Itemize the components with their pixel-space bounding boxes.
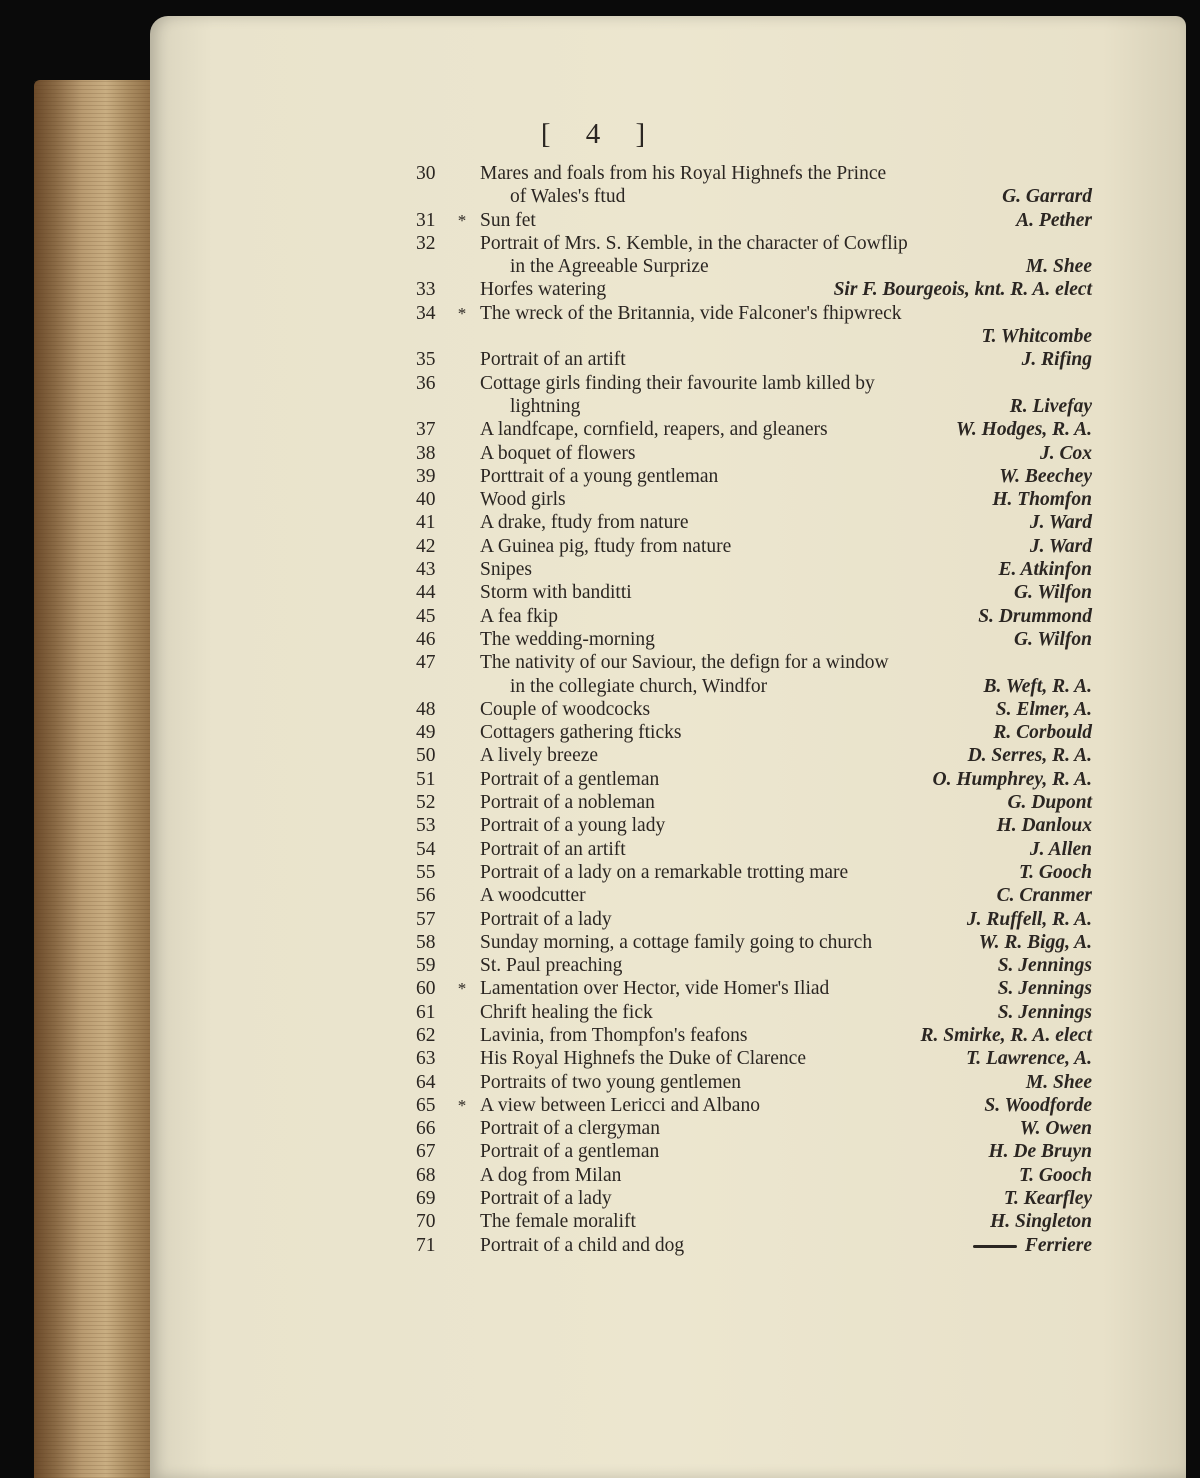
page-number: [ 4 ]: [540, 118, 660, 150]
entry-number: 32: [416, 232, 436, 254]
entry-number: 63: [416, 1048, 436, 1070]
entry-title: Portrait of Mrs. S. Kemble, in the character of Cowflip: [480, 232, 908, 254]
entry-number: 35: [416, 349, 436, 371]
artist-name: G. Wilfon: [1013, 628, 1092, 650]
entry-title: Chrift healing the fick: [480, 1001, 653, 1023]
entry-artist: [1002, 185, 1092, 208]
entry-artist: [1026, 1071, 1092, 1094]
entry-number: 33: [416, 279, 436, 301]
artist-name: D. Serres, R. A.: [967, 745, 1092, 767]
entry-artist: [968, 744, 1092, 767]
entry-artist: [1004, 1187, 1092, 1210]
entry-line: [400, 628, 1100, 651]
entry-title: A Guinea pig, ftudy from nature: [480, 535, 732, 557]
entry-continuation-line: [400, 325, 1100, 348]
entry-title: St. Paul preaching: [480, 955, 623, 977]
entry-artist: [1022, 348, 1092, 371]
entry-number: 41: [416, 512, 436, 534]
entry-title: Sunday morning, a cottage family going to church: [480, 931, 873, 953]
entry-title: Cottagers gathering fticks: [480, 722, 682, 744]
artist-name: E. Atkinfon: [998, 559, 1092, 581]
entry-number: 36: [416, 372, 436, 394]
artist-name: R. Corbould: [993, 722, 1092, 744]
entry-artist: [966, 1047, 1092, 1070]
entry-line: [400, 1210, 1100, 1233]
entry-line: [400, 232, 1100, 255]
entry-number: 40: [416, 489, 436, 511]
entry-continuation-line: [400, 675, 1100, 698]
artist-name: W. Owen: [1019, 1118, 1092, 1140]
entry-number: 64: [416, 1071, 436, 1093]
entry-artist: [992, 488, 1092, 511]
artist-name: M. Shee: [1025, 256, 1092, 278]
entry-line: [400, 535, 1100, 558]
entry-line: [400, 1234, 1100, 1257]
entry-line: [400, 558, 1100, 581]
entry-artist: [1019, 861, 1092, 884]
entry-title-continued: in the collegiate church, Windfor: [510, 675, 768, 697]
entry-artist: [1040, 442, 1092, 465]
entry-line: [400, 1140, 1100, 1163]
entry-number: 59: [416, 955, 436, 977]
entry-number: 42: [416, 535, 436, 557]
entry-title: Portrait of a lady on a remarkable trotting mare: [480, 861, 849, 883]
artist-name: S. Jennings: [997, 1001, 1092, 1023]
entry-artist: [978, 605, 1092, 628]
artist-name: M. Shee: [1025, 1071, 1092, 1093]
entry-number: 56: [416, 885, 436, 907]
artist-name: W. Beechey: [999, 465, 1092, 487]
artist-name: S. Jennings: [997, 955, 1092, 977]
entry-line: [400, 348, 1100, 371]
entry-line: [400, 418, 1100, 441]
artist-name: A. Pether: [1016, 209, 1092, 231]
entry-line: [400, 721, 1100, 744]
entry-artist: [967, 908, 1092, 931]
artist-name: T. Kearfley: [1003, 1188, 1092, 1210]
entry-number: 49: [416, 722, 436, 744]
entry-number: 55: [416, 861, 436, 883]
entry-line: [400, 908, 1100, 931]
entry-number: 48: [416, 698, 436, 720]
entry-title: Portrait of a child and dog: [480, 1234, 685, 1256]
entry-title: Cottage girls finding their favourite lamb killed by: [480, 372, 875, 394]
entry-artist: [993, 721, 1092, 744]
new-exhibit-asterisk: *: [457, 210, 467, 230]
entry-title-continued: in the Agreeable Surprize: [510, 256, 709, 278]
artist-name: J. Ruffell, R. A.: [966, 908, 1092, 930]
entry-number: 61: [416, 1001, 436, 1023]
entry-number: 47: [416, 652, 436, 674]
entry-continuation-line: [400, 255, 1100, 278]
entry-line: [400, 1117, 1100, 1140]
entry-title: A woodcutter: [480, 885, 586, 907]
entry-artist: [1030, 535, 1092, 558]
entry-artist: [1007, 791, 1092, 814]
entry-title: A view between Lericci and Albano: [480, 1094, 760, 1116]
artist-name: T. Lawrence, A.: [966, 1048, 1092, 1070]
entry-line: [400, 605, 1100, 628]
entry-artist: [998, 977, 1092, 1000]
entry-artist: [1030, 511, 1092, 534]
entry-title: A boquet of flowers: [480, 442, 636, 464]
entry-number: 58: [416, 931, 436, 953]
ditto-dash: [973, 1245, 1017, 1248]
entry-artist: [920, 1024, 1092, 1047]
entry-title: Portrait of a gentleman: [480, 768, 660, 790]
entry-line: [400, 302, 1100, 325]
entry-title: The wedding-morning: [480, 628, 655, 650]
entry-number: 67: [416, 1141, 436, 1163]
entry-artist: [1010, 395, 1092, 418]
artist-name: B. Weft, R. A.: [983, 675, 1092, 697]
entry-number: 54: [416, 838, 436, 860]
entry-number: 31: [416, 209, 436, 231]
entry-number: 70: [416, 1211, 436, 1233]
entry-line: [400, 1047, 1100, 1070]
artist-name: Sir F. Bourgeois, knt. R. A. elect: [833, 279, 1092, 301]
entry-line: [400, 838, 1100, 861]
artist-name: S. Woodforde: [984, 1094, 1092, 1116]
entry-number: 53: [416, 815, 436, 837]
entry-line: [400, 768, 1100, 791]
artist-name: Ferriere: [1024, 1234, 1092, 1256]
entry-title: Lavinia, from Thompfon's feafons: [480, 1024, 748, 1046]
entry-number: 62: [416, 1024, 436, 1046]
entry-number: 52: [416, 792, 436, 814]
entry-line: [400, 814, 1100, 837]
new-exhibit-asterisk: *: [457, 303, 467, 323]
entry-artist: [999, 465, 1092, 488]
entry-artist: [984, 1094, 1092, 1117]
entry-artist: [933, 768, 1092, 791]
entry-title-continued: of Wales's ftud: [510, 186, 626, 208]
entry-number: 57: [416, 908, 436, 930]
entry-line: [400, 1071, 1100, 1094]
entry-artist: [997, 884, 1092, 907]
entry-line: [400, 1001, 1100, 1024]
entry-line: [400, 791, 1100, 814]
artist-name: S. Elmer, A.: [995, 698, 1092, 720]
artist-name: J. Rifing: [1021, 349, 1092, 371]
entry-title: A fea fkip: [480, 605, 558, 627]
artist-name: S. Drummond: [978, 605, 1092, 627]
entry-number: 44: [416, 582, 436, 604]
entry-line: [400, 651, 1100, 674]
artist-name: H. De Bruyn: [988, 1141, 1092, 1163]
artist-name: G. Wilfon: [1013, 582, 1092, 604]
entry-title: The female moralift: [480, 1211, 636, 1233]
entry-title: Portraits of two young gentlemen: [480, 1071, 742, 1093]
entry-number: 66: [416, 1118, 436, 1140]
entry-title: A landfcape, cornfield, reapers, and gleaners: [480, 419, 828, 441]
entry-number: 51: [416, 768, 436, 790]
entry-line: [400, 744, 1100, 767]
entry-artist: [834, 278, 1092, 301]
artist-name: R. Smirke, R. A. elect: [920, 1024, 1092, 1046]
entry-artist: [1019, 1164, 1092, 1187]
entry-line: [400, 1187, 1100, 1210]
artist-name: R. Livefay: [1009, 395, 1092, 417]
entry-title: A dog from Milan: [480, 1164, 622, 1186]
entry-title: Wood girls: [480, 489, 566, 511]
entry-artist: [990, 1210, 1092, 1233]
entry-continuation-line: [400, 395, 1100, 418]
entry-line: [400, 209, 1100, 232]
entry-title: Lamentation over Hector, vide Homer's Iliad: [480, 978, 830, 1000]
entry-line: [400, 861, 1100, 884]
entry-number: 43: [416, 559, 436, 581]
entry-artist: [1014, 581, 1092, 604]
entry-title: The wreck of the Britannia, vide Falconer's fhipwreck: [480, 302, 902, 324]
artist-name: T. Gooch: [1019, 861, 1092, 883]
entry-line: [400, 954, 1100, 977]
entry-title: Portrait of a clergyman: [480, 1118, 660, 1140]
entry-line: [400, 442, 1100, 465]
artist-name: J. Ward: [1029, 512, 1092, 534]
entry-title: Portrait of a lady: [480, 908, 612, 930]
artist-name: W. Hodges, R. A.: [956, 419, 1092, 441]
entry-line: [400, 465, 1100, 488]
entry-artist: [989, 1140, 1092, 1163]
entry-artist: [1020, 1117, 1092, 1140]
entry-title: Portrait of an artift: [480, 838, 626, 860]
entry-title: Couple of woodcocks: [480, 698, 651, 720]
entry-line: [400, 1094, 1100, 1117]
artist-name: J. Allen: [1029, 838, 1092, 860]
artist-name: W. R. Bigg, A.: [978, 931, 1092, 953]
entry-line: [400, 977, 1100, 1000]
entry-line: [400, 698, 1100, 721]
entry-title: Snipes: [480, 559, 533, 581]
entry-number: 69: [416, 1188, 436, 1210]
entry-title: His Royal Highnefs the Duke of Clarence: [480, 1048, 806, 1070]
entry-continuation-line: [400, 185, 1100, 208]
artist-name: C. Cranmer: [996, 885, 1092, 907]
entry-artist: [1016, 209, 1092, 232]
entry-number: 38: [416, 442, 436, 464]
entry-number: 71: [416, 1234, 436, 1256]
entry-line: [400, 931, 1100, 954]
entry-title: Mares and foals from his Royal Highnefs the Prince: [480, 163, 887, 184]
artist-name: H. Thomfon: [992, 489, 1092, 511]
entry-title: Portrait of a gentleman: [480, 1141, 660, 1163]
entry-title: A drake, ftudy from nature: [480, 512, 689, 534]
entry-artist: [979, 931, 1092, 954]
entry-title: Sun fet: [480, 209, 536, 231]
entry-title: The nativity of our Saviour, the defign for a window: [480, 652, 889, 674]
entry-artist: [997, 814, 1092, 837]
artist-name: G. Garrard: [1002, 186, 1092, 208]
entry-artist: [998, 954, 1092, 977]
entry-title: Storm with banditti: [480, 582, 632, 604]
artist-name: H. Singleton: [990, 1211, 1092, 1233]
entry-number: 39: [416, 465, 436, 487]
entry-number: 50: [416, 745, 436, 767]
entry-artist: [981, 325, 1092, 348]
entry-title: Portrait of a lady: [480, 1188, 612, 1210]
entry-line: [400, 162, 1100, 185]
entry-artist: [956, 418, 1092, 441]
entry-artist: [1014, 628, 1092, 651]
entry-title: Portrait of a young lady: [480, 815, 666, 837]
entry-number: 46: [416, 628, 436, 650]
artist-name: J. Ward: [1029, 535, 1092, 557]
entry-title: Porttrait of a young gentleman: [480, 465, 719, 487]
entry-line: [400, 884, 1100, 907]
artist-name: G. Dupont: [1007, 792, 1092, 814]
entry-line: [400, 278, 1100, 301]
artist-name: J. Cox: [1039, 442, 1092, 464]
artist-name: H. Danloux: [996, 815, 1092, 837]
entry-line: [400, 488, 1100, 511]
entry-number: 37: [416, 419, 436, 441]
entry-title: A lively breeze: [480, 745, 599, 767]
entry-number: 34: [416, 302, 436, 324]
entry-number: 45: [416, 605, 436, 627]
new-exhibit-asterisk: *: [457, 1095, 467, 1115]
entry-line: [400, 511, 1100, 534]
entry-number: 60: [416, 978, 436, 1000]
entry-title: Portrait of a nobleman: [480, 792, 655, 814]
entry-line: [400, 1164, 1100, 1187]
entry-artist: [1026, 255, 1092, 278]
artist-name: S. Jennings: [997, 978, 1092, 1000]
entry-title: Portrait of an artift: [480, 349, 626, 371]
entry-artist: [998, 1001, 1092, 1024]
entry-title: Horfes watering: [480, 279, 607, 301]
catalogue-entries: [400, 162, 1100, 1257]
entry-artist: [1030, 838, 1092, 861]
new-exhibit-asterisk: *: [457, 979, 467, 999]
entry-line: [400, 1024, 1100, 1047]
artist-name: O. Humphrey, R. A.: [932, 768, 1092, 790]
entry-number: 65: [416, 1094, 436, 1116]
entry-line: [400, 581, 1100, 604]
entry-artist: [998, 558, 1092, 581]
entry-artist: [983, 675, 1092, 698]
entry-number: 68: [416, 1164, 436, 1186]
entry-number: 30: [416, 163, 436, 184]
entry-artist: [996, 698, 1092, 721]
entry-line: [400, 372, 1100, 395]
entry-title-continued: lightning: [510, 395, 581, 417]
entry-artist: [973, 1234, 1092, 1257]
artist-name: T. Whitcombe: [981, 326, 1092, 348]
artist-name: T. Gooch: [1019, 1164, 1092, 1186]
